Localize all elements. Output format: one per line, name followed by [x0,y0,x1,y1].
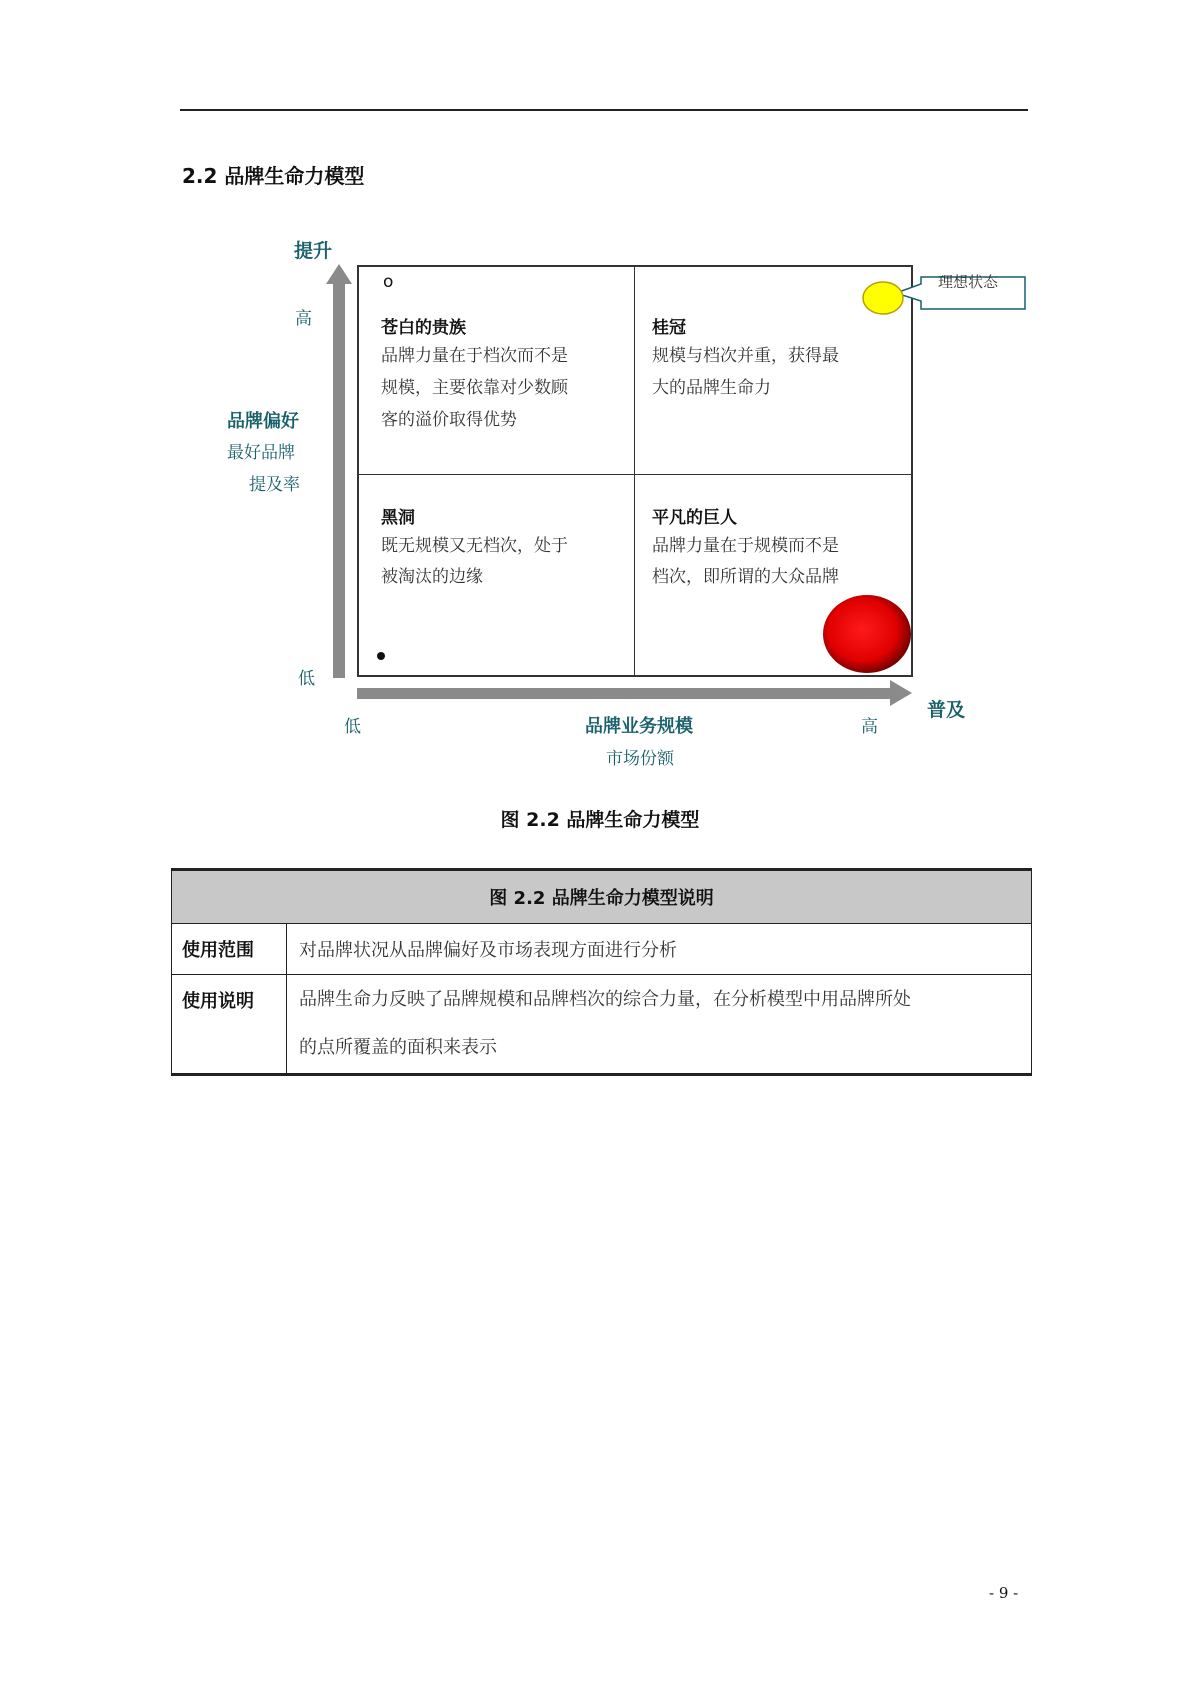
quadrant-text-line: 被淘汰的边缘 [381,567,483,587]
y-axis-label-main: 品牌偏好 [227,411,299,432]
page-number: - 9 - [989,1584,1019,1602]
quadrant-text-line: 品牌力量在于档次而不是 [381,346,568,366]
table-header-row [172,870,1032,924]
table-row [172,924,1032,975]
table-row-value [287,975,1032,1075]
x-axis-arrowhead [890,680,912,706]
quadrant-text-line: 规模与档次并重，获得最 [652,346,839,366]
y-axis-label-sub1: 最好品牌 [227,443,295,463]
x-axis-line [357,688,891,699]
y-axis-label-sub2: 提及率 [249,475,300,495]
table-row-label: 使用说明 [172,975,287,1075]
ideal-state-callout: 理想状态 [938,273,999,291]
table-header: 图 2.2 品牌生命力模型说明 [172,870,1032,924]
x-axis-label-main: 品牌业务规模 [585,716,693,737]
x-axis-title: 普及 [927,699,966,721]
quadrant-text-line: 品牌力量在于规模而不是 [652,536,839,556]
y-axis-high: 高 [295,309,312,329]
table-row [172,975,1032,1075]
ideal-state-dot [863,282,903,314]
table-row-label: 使用范围 [172,924,287,975]
quadrant-title: 桂冠 [652,318,686,338]
quadrant-text-line: 规模，主要依靠对少数顾 [381,378,568,398]
quadrant-text-line: 客的溢价取得优势 [381,410,517,430]
model-description-table [171,868,1032,1076]
x-axis-low: 低 [344,717,361,737]
table-row-value [287,924,1032,975]
ordinary-giant-bubble [823,595,911,673]
quadrant-text-line: 既无规模又无档次，处于 [381,536,568,556]
quadrant-title: 黑洞 [381,508,415,528]
y-axis-title: 提升 [294,240,333,262]
quadrant-title: 苍白的贵族 [381,318,466,338]
table-row-value-line: 的点所覆盖的面积来表示 [299,1037,497,1058]
quadrant-title: 平凡的巨人 [652,508,737,528]
y-axis-low: 低 [298,669,315,689]
figure-caption: 图 2.2 品牌生命力模型 [500,809,700,831]
marker-symbol: o [383,272,394,292]
x-axis-high: 高 [861,717,878,737]
table-row-value-line: 品牌生命力反映了品牌规模和品牌档次的综合力量，在分析模型中用品牌所处 [299,989,911,1010]
table-row-value-line: 对品牌状况从品牌偏好及市场表现方面进行分析 [299,940,677,961]
quadrant-text-line: 大的品牌生命力 [652,378,771,398]
x-axis-label-sub: 市场份额 [606,749,674,769]
section-title: 2.2 品牌生命力模型 [182,164,365,188]
chart-overlay-svg [0,0,1200,760]
quadrant-text-line: 档次，即所谓的大众品牌 [652,567,839,587]
black-hole-dot [377,652,385,660]
